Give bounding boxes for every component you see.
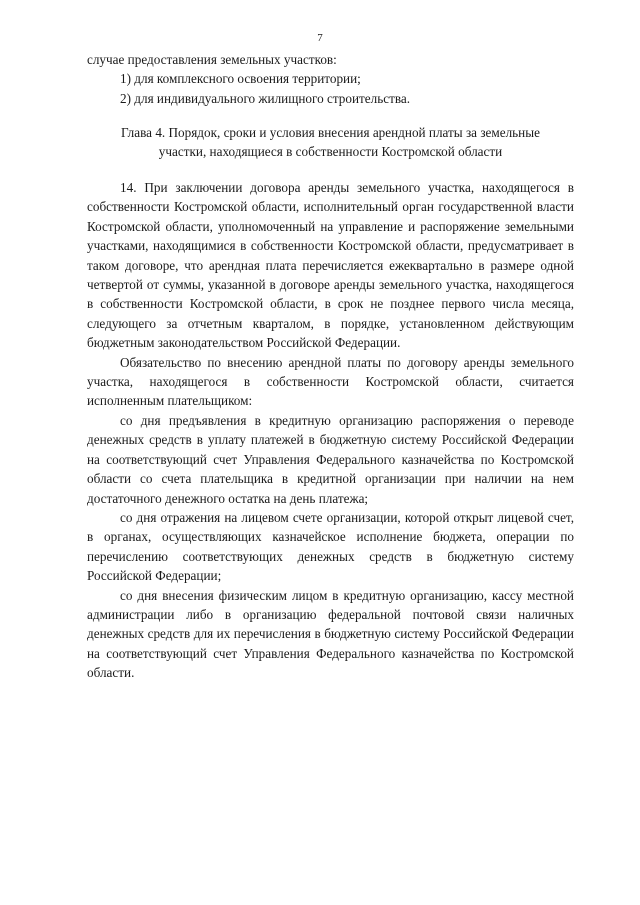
intro-block [87, 50, 574, 108]
page-number: 7 [317, 32, 323, 44]
body-text [87, 178, 574, 683]
paragraph-case-1: со дня предъявления в кредитную организацию распоряжения о переводе денежных средств в уплату платежей в бюджетную систему Российской Федерации на соответствующий счет Управления Федерального казначейства по Костромской области со счета плательщика в кредитной организации при наличии на нем достаточного денежного остатка на день платежа; [87, 412, 574, 506]
list-item-1: 1) для комплексного освоения территории; [120, 71, 361, 87]
chapter-title-line-2: участки, находящиеся в собственности Костромской области [158, 144, 503, 160]
list-item-2: 2) для индивидуального жилищного строительства. [120, 90, 411, 106]
chapter-title-line-1: Глава 4. Порядок, сроки и условия внесения арендной платы за земельные [121, 125, 540, 140]
intro-line: случае предоставления земельных участков: [87, 52, 337, 67]
paragraph-14: 14. При заключении договора аренды земельного участка, находящегося в собственности Костромской области, исполнительный орган государственной власти Костромской области, уполномоченный на управление и распоряжение земельными участками, находящимися в собственности Костромской области, предусматривает в таком договоре, что арендная плата перечисляется ежеквартально в размере одной четвертой от суммы, указанной в договоре аренды земельного участка, находящегося в собственности Костромской области, в срок не позднее первого числа месяца, следующего за отчетным кварталом, в порядке, установленном действующим бюджетным законодательством Российской Федерации. [87, 180, 574, 351]
paragraph-case-3: со дня внесения физическим лицом в кредитную организацию, кассу местной администрации либо в организацию федеральной почтовой связи наличных денежных средств для их перечисления в бюджетную систему Российской Федерации на соответствующий счет Управления Федерального казначейства по Костромской области. [87, 587, 574, 681]
chapter-title [87, 123, 574, 162]
paragraph-case-2: со дня отражения на лицевом счете организации, которой открыт лицевой счет, в органах, осуществляющих казначейское исполнение бюджета, операции по перечислению соответствующих денежных средств в бюджетную систему Российской Федерации; [87, 509, 574, 584]
paragraph-obligation: Обязательство по внесению арендной платы по договору аренды земельного участка, находящегося в собственности Костромской области, считается исполненным плательщиком: [87, 354, 574, 409]
